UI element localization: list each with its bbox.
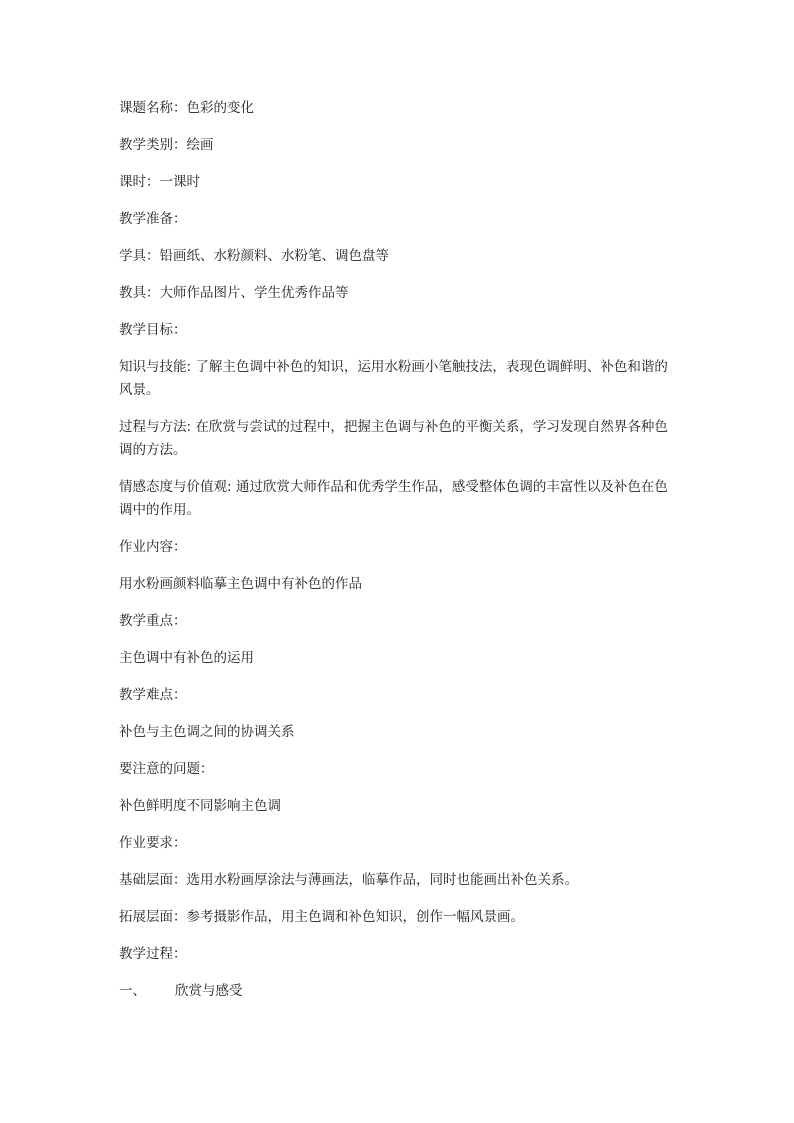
heading-assignment-content: 作业内容： — [119, 539, 187, 555]
process-step-number: 一、 — [119, 983, 146, 999]
difficulties: 补色与主色调之间的协调关系 — [119, 724, 295, 740]
objective-attitude: 情感态度与价值观: 通过欣赏大师作品和优秀学生作品，感受整体色调的丰富性以及补色在色调中的作用。 — [119, 479, 668, 518]
heading-preparation: 教学准备： — [119, 211, 187, 227]
lesson-category: 教学类别：绘画 — [119, 137, 214, 153]
lesson-title: 课题名称：色彩的变化 — [119, 100, 254, 116]
heading-objectives: 教学目标： — [119, 322, 187, 338]
process-step-1 — [119, 980, 679, 1003]
assignment-content: 用水粉画颜料临摹主色调中有补色的作品 — [119, 576, 362, 592]
requirement-basic: 基础层面：选用水粉画厚涂法与薄画法，临摹作品，同时也能画出补色关系。 — [119, 872, 578, 888]
key-points: 主色调中有补色的运用 — [119, 650, 254, 666]
lesson-hours: 课时：一课时 — [119, 174, 200, 190]
heading-difficulties: 教学难点： — [119, 687, 187, 703]
heading-process: 教学过程： — [119, 946, 187, 962]
heading-key-points: 教学重点： — [119, 613, 187, 629]
heading-requirements: 作业要求： — [119, 835, 187, 851]
process-step-text: 欣赏与感受 — [175, 983, 243, 999]
teacher-materials: 教具：大师作品图片、学生优秀作品等 — [119, 285, 349, 301]
student-materials: 学具：铅画纸、水粉颜料、水粉笔、调色盘等 — [119, 248, 389, 264]
objective-knowledge: 知识与技能: 了解主色调中补色的知识，运用水粉画小笔触技法，表现色调鲜明、补色和谐的风景。 — [119, 359, 668, 398]
heading-notes: 要注意的问题： — [119, 761, 214, 777]
document-body — [119, 97, 679, 1003]
objective-process: 过程与方法: 在欣赏与尝试的过程中，把握主色调与补色的平衡关系，学习发现自然界各种色调的方法。 — [119, 419, 668, 458]
requirement-extended: 拓展层面：参考摄影作品，用主色调和补色知识，创作一幅风景画。 — [119, 909, 524, 925]
notes: 补色鲜明度不同影响主色调 — [119, 798, 281, 814]
